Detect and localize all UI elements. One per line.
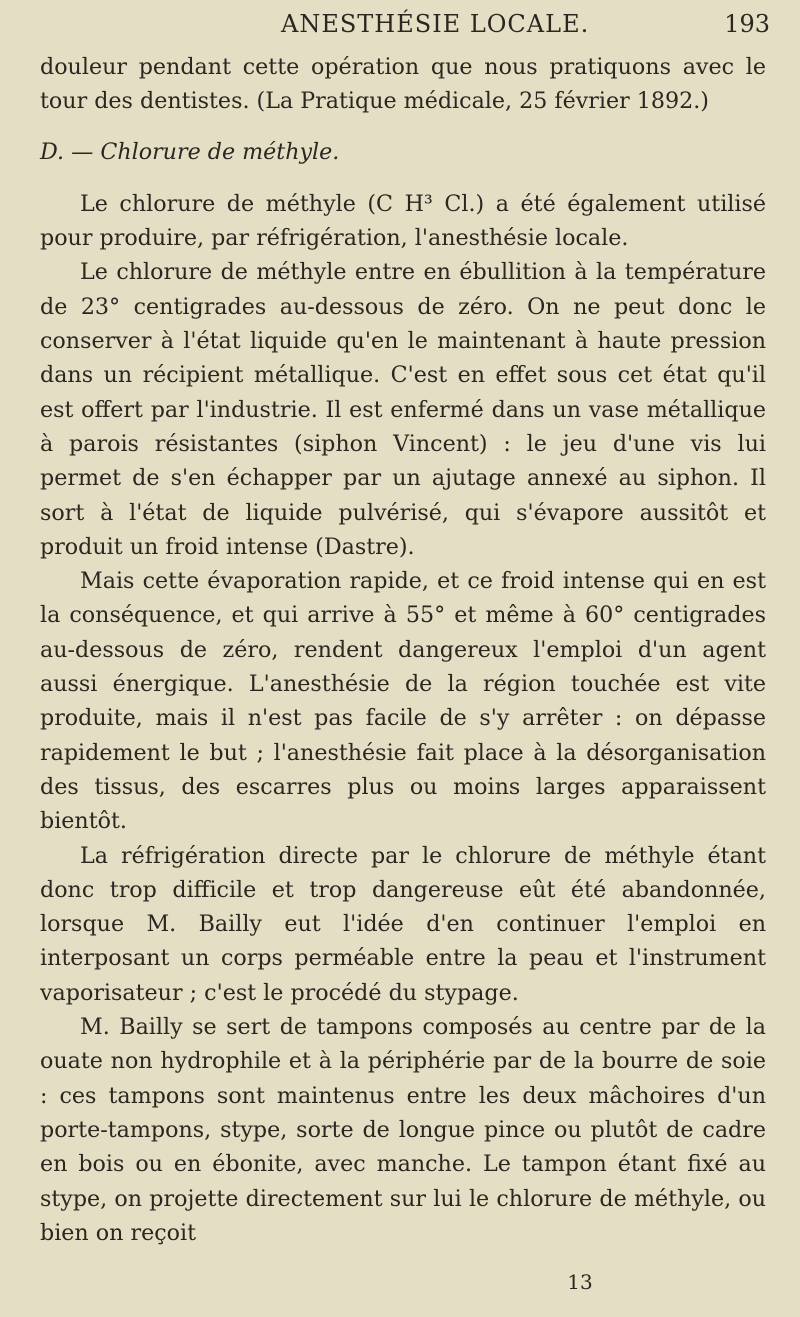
paragraph: Le chlorure de méthyle (C H³ Cl.) a été également utilisé pour produire, par réfrigération, l'anesthésie locale. — [40, 190, 766, 252]
paragraph: Mais cette évaporation rapide, et ce froid intense qui en est la conséquence, et qui arrive à 55° et même à 60° centigrades au-dessous de zéro, rendent dangereux l'emploi d'un agent aussi énergique. L'anesthésie de la région touchée est vite produite, mais il n'est pas facile de s'y arrêter : on dépasse rapidement le but ; l'anesthésie fait place à la désorganisation des tissus, des escarres plus ou moins larges apparaissent bientôt. — [40, 568, 766, 835]
running-head: ANESTHÉSIE LOCALE. — [281, 10, 590, 38]
paragraph: La réfrigération directe par le chlorure de méthyle étant donc trop difficile et trop dangereuse eût été abandonnée, lorsque M. Bailly eut l'idée d'en continuer l'emploi en interposant un corps perméable entre la peau et l'instrument vaporisateur ; c'est le procédé du stypage. — [40, 842, 766, 1006]
page-body — [40, 50, 766, 1250]
paragraph: Le chlorure de méthyle entre en ébullition à la température de 23° centigrades au-dessous de zéro. On ne peut donc le conserver à l'état liquide qu'en le maintenant à haute pression dans un récipient métallique. C'est en effet sous cet état qu'il est offert par l'industrie. Il est enfermé dans un vase métallique à parois résistantes (siphon Vincent) : le jeu d'une vis lui permet de s'en échapper par un ajutage annexé au siphon. Il sort à l'état de liquide pulvérisé, qui s'évapore aussitôt et produit un froid intense (Dastre). — [40, 259, 766, 560]
paragraph-continuation: douleur pendant cette opération que nous pratiquons avec le tour des dentistes. (La Pratique médicale, 25 février 1892.) — [40, 54, 766, 115]
page-number: 193 — [724, 10, 770, 38]
page-header — [0, 10, 800, 42]
section-heading: D. — Chlorure de méthyle. — [40, 138, 340, 165]
signature-number: 13 — [567, 1270, 593, 1294]
signature-mark — [0, 1270, 800, 1294]
paragraph: M. Bailly se sert de tampons composés au centre par de la ouate non hydrophile et à la périphérie par de la bourre de soie : ces tampons sont maintenus entre les deux mâchoires d'un porte-tampons, stype, sorte de longue pince ou plutôt de cadre en bois ou en ébonite, avec manche. Le tampon étant fixé au stype, on projette directement sur lui le chlorure de méthyle, ou bien on reçoit — [40, 1014, 766, 1246]
